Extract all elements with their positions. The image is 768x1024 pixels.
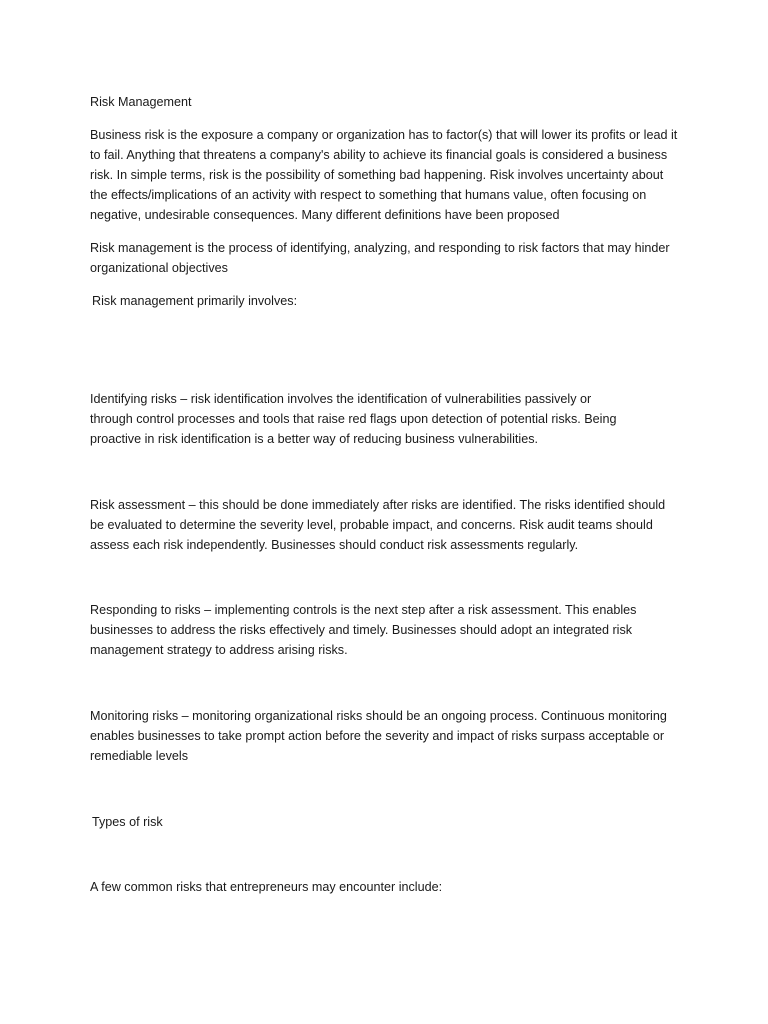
types-of-risk-heading: Types of risk <box>92 815 163 829</box>
definition-paragraph: Risk management is the process of identifying, analyzing, and responding to risk factors that may hinder organizational objectives <box>90 241 670 275</box>
identifying-risks-paragraph: Identifying risks – risk identification involves the identification of vulnerabilities passively or through control processes and tools that raise red flags upon detection of potential risks. Being proactive in risk identification is a better way of reducing business vulnerabilities. <box>90 392 617 446</box>
involves-intro: Risk management primarily involves: <box>92 294 298 308</box>
monitoring-risks-paragraph: Monitoring risks – monitoring organizational risks should be an ongoing process. Continuous monitoring enables businesses to take prompt action before the severity and impact of risks surpass acceptable or remediable levels <box>90 709 667 763</box>
intro-paragraph: Business risk is the exposure a company or organization has to factor(s) that will lower its profits or lead it to fail. Anything that threatens a company's ability to achieve its financial goals is considered a business risk. In simple terms, risk is the possibility of something bad happening. Risk involves uncertainty about the effects/implications of an activity with respect to something that humans value, often focusing on negative, undesirable consequences. Many different definitions have been proposed <box>90 128 678 222</box>
document-heading: Risk Management <box>90 95 192 109</box>
common-risks-intro: A few common risks that entrepreneurs may encounter include: <box>90 880 443 894</box>
responding-risks-paragraph: Responding to risks – implementing controls is the next step after a risk assessment. This enables businesses to address the risks effectively and timely. Businesses should adopt an integrated risk management strategy to address arising risks. <box>90 603 637 657</box>
risk-assessment-paragraph: Risk assessment – this should be done immediately after risks are identified. The risks identified should be evaluated to determine the severity level, probable impact, and concerns. Risk audit teams should assess each risk independently. Businesses should conduct risk assessments regularly. <box>90 498 666 552</box>
